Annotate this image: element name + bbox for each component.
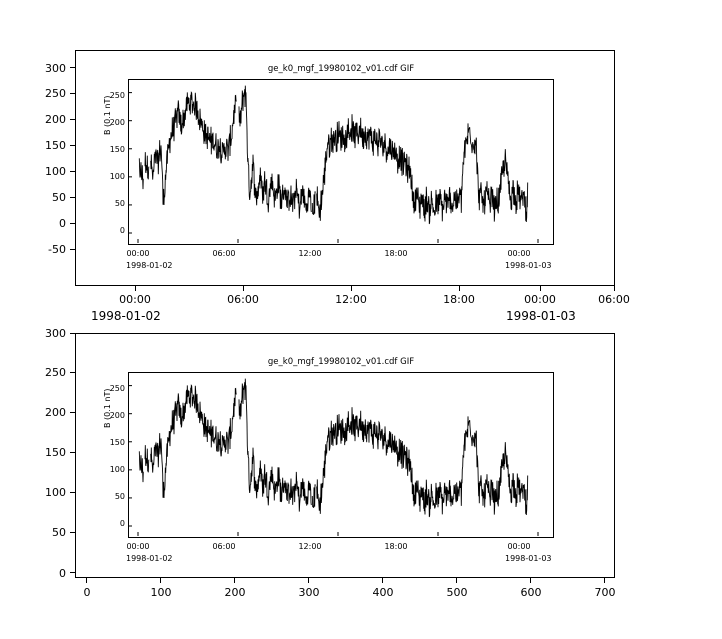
inner-bottom-ytick-150: 150 bbox=[109, 438, 125, 447]
inner-bottom-xtick-1200: 12:00 bbox=[298, 542, 322, 551]
top-xtick-0600-b: 06:00 bbox=[598, 293, 630, 306]
bottom-ytick-0: 0 bbox=[59, 567, 66, 580]
bottom-xtick-600: 600 bbox=[520, 586, 542, 599]
top-xtick-1200: 12:00 bbox=[335, 293, 367, 306]
inner-bottom-xtick-0000b: 00:00 bbox=[507, 542, 531, 551]
top-xtick-0000-a: 00:00 bbox=[119, 293, 151, 306]
top-ytick-neg50: -50 bbox=[48, 243, 66, 256]
top-ytick-300: 300 bbox=[45, 62, 66, 75]
inner-bottom-xtick-0000a: 00:00 bbox=[126, 542, 150, 551]
top-ytick-50: 50 bbox=[52, 191, 66, 204]
bottom-xtick-200: 200 bbox=[224, 586, 246, 599]
inner-bottom-ytick-0: 0 bbox=[119, 519, 125, 528]
inner-top-ytick-50: 50 bbox=[114, 199, 125, 208]
top-ytick-0: 0 bbox=[59, 217, 66, 230]
inner-bottom-ytick-200: 200 bbox=[109, 411, 125, 420]
top-xtick-1800: 18:00 bbox=[443, 293, 475, 306]
inner-top-ytick-150: 150 bbox=[109, 145, 125, 154]
inner-top-ytick-0: 0 bbox=[119, 226, 125, 235]
bottom-xtick-700: 700 bbox=[594, 586, 616, 599]
inner-bottom-date-right: 1998-01-03 bbox=[505, 554, 552, 563]
inner-plot-ylabel-bottom: B (0.1 nT) bbox=[103, 388, 112, 428]
inner-plot-title-top: ge_k0_mgf_19980102_v01.cdf GIF bbox=[267, 64, 415, 74]
top-xtick-0600-a: 06:00 bbox=[227, 293, 259, 306]
top-xaxis-date-left: 1998-01-02 bbox=[91, 309, 161, 323]
inner-top-xtick-1200: 12:00 bbox=[298, 249, 322, 258]
bottom-ytick-150: 150 bbox=[45, 446, 66, 459]
bottom-xtick-0: 0 bbox=[83, 586, 91, 599]
inner-bottom-xtick-1800: 18:00 bbox=[384, 542, 408, 551]
bottom-xtick-100: 100 bbox=[150, 586, 172, 599]
inner-bottom-xtick-0600: 06:00 bbox=[212, 542, 236, 551]
inner-plot-ylabel-top: B (0.1 nT) bbox=[103, 95, 112, 135]
inner-bottom-ytick-100: 100 bbox=[109, 465, 125, 474]
bottom-ytick-100: 100 bbox=[45, 486, 66, 499]
inner-top-date-left: 1998-01-02 bbox=[126, 261, 173, 270]
inner-plot-title-bottom: ge_k0_mgf_19980102_v01.cdf GIF bbox=[267, 357, 415, 367]
inner-bottom-date-left: 1998-01-02 bbox=[126, 554, 173, 563]
inner-bottom-ytick-50: 50 bbox=[114, 492, 125, 501]
inner-top-date-right: 1998-01-03 bbox=[505, 261, 552, 270]
bottom-xtick-400: 400 bbox=[372, 586, 394, 599]
top-ytick-200: 200 bbox=[45, 113, 66, 126]
top-ytick-150: 150 bbox=[45, 139, 66, 152]
top-xtick-0000-b: 00:00 bbox=[524, 293, 556, 306]
bottom-xtick-300: 300 bbox=[298, 586, 320, 599]
inner-top-xtick-1800: 18:00 bbox=[384, 249, 408, 258]
bottom-ytick-300: 300 bbox=[45, 327, 66, 340]
top-ytick-250: 250 bbox=[45, 87, 66, 100]
bottom-ytick-250: 250 bbox=[45, 366, 66, 379]
bottom-ytick-200: 200 bbox=[45, 406, 66, 419]
inner-top-ytick-250: 250 bbox=[109, 91, 125, 100]
top-ytick-100: 100 bbox=[45, 165, 66, 178]
bottom-ytick-50: 50 bbox=[52, 526, 66, 539]
bottom-xtick-500: 500 bbox=[446, 586, 468, 599]
inner-top-xtick-0600: 06:00 bbox=[212, 249, 236, 258]
top-xaxis-date-right: 1998-01-03 bbox=[506, 309, 576, 323]
inner-top-xtick-0000a: 00:00 bbox=[126, 249, 150, 258]
inner-top-ytick-100: 100 bbox=[109, 172, 125, 181]
inner-top-xtick-0000b: 00:00 bbox=[507, 249, 531, 258]
inner-top-ytick-200: 200 bbox=[109, 118, 125, 127]
inner-bottom-ytick-250: 250 bbox=[109, 384, 125, 393]
